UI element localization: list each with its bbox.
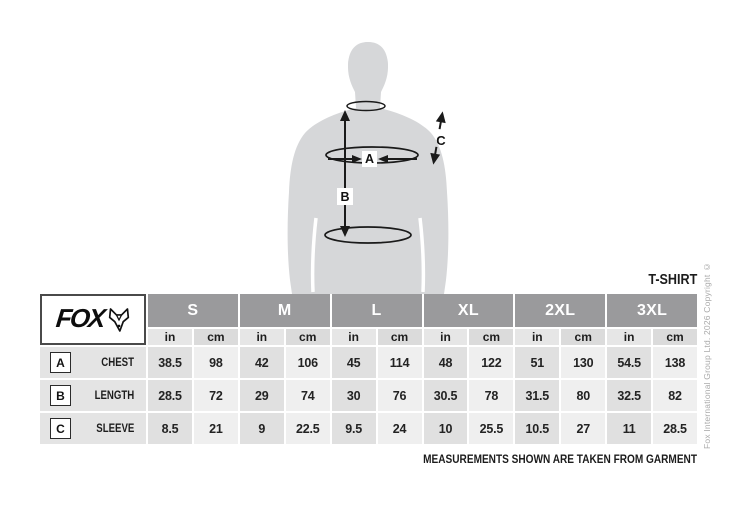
table-cell: 9.5	[332, 413, 376, 444]
marker-c-label: C	[436, 133, 446, 148]
unit-header: in	[515, 329, 559, 345]
table-cell: 32.5	[607, 380, 651, 411]
table-cell: 9	[240, 413, 284, 444]
table-cell: 76	[378, 380, 422, 411]
unit-header: in	[424, 329, 468, 345]
table-cell: 31.5	[515, 380, 559, 411]
row-name-chest: CHEST	[101, 356, 134, 369]
table-cell: 45	[332, 347, 376, 378]
table-cell: 122	[469, 347, 513, 378]
table-cell: 10	[424, 413, 468, 444]
row-letter-c: C	[50, 418, 71, 439]
table-cell: 21	[194, 413, 238, 444]
row-letter-a: A	[50, 352, 71, 373]
row-label-chest	[40, 347, 146, 378]
row-label-sleeve	[40, 413, 146, 444]
size-header-s: S	[148, 294, 238, 327]
table-cell: 30.5	[424, 380, 468, 411]
unit-header: in	[240, 329, 284, 345]
table-cell: 24	[378, 413, 422, 444]
table-cell: 130	[561, 347, 605, 378]
fox-logo	[40, 294, 146, 345]
size-table	[40, 294, 697, 444]
torso-silhouette	[288, 42, 449, 294]
table-cell: 25.5	[469, 413, 513, 444]
size-header-2xl: 2XL	[515, 294, 605, 327]
table-cell: 42	[240, 347, 284, 378]
table-cell: 78	[469, 380, 513, 411]
row-name-sleeve: SLEEVE	[95, 422, 134, 435]
table-cell: 28.5	[148, 380, 192, 411]
fox-head-icon	[108, 307, 130, 333]
table-cell: 8.5	[148, 413, 192, 444]
size-header-3xl: 3XL	[607, 294, 697, 327]
copyright-text: Fox International Group Ltd. 2026 Copyright ©	[702, 261, 712, 449]
page-title: T-SHIRT	[647, 271, 697, 288]
table-cell: 54.5	[607, 347, 651, 378]
unit-header: cm	[378, 329, 422, 345]
unit-header: cm	[469, 329, 513, 345]
unit-header: in	[332, 329, 376, 345]
unit-header: cm	[286, 329, 330, 345]
table-cell: 10.5	[515, 413, 559, 444]
table-cell: 74	[286, 380, 330, 411]
row-name-length: LENGTH	[94, 389, 134, 402]
table-cell: 28.5	[653, 413, 697, 444]
marker-b-label: B	[340, 190, 350, 204]
row-letter-b: B	[50, 385, 71, 406]
table-cell: 106	[286, 347, 330, 378]
table-cell: 82	[653, 380, 697, 411]
table-cell: 72	[194, 380, 238, 411]
row-label-length	[40, 380, 146, 411]
table-cell: 22.5	[286, 413, 330, 444]
table-cell: 51	[515, 347, 559, 378]
fox-logo-text: FOX	[54, 303, 105, 333]
body-measurement-diagram	[278, 22, 478, 294]
table-cell: 114	[378, 347, 422, 378]
table-cell: 48	[424, 347, 468, 378]
size-header-l: L	[332, 294, 422, 327]
table-cell: 11	[607, 413, 651, 444]
unit-header: in	[148, 329, 192, 345]
table-cell: 80	[561, 380, 605, 411]
table-cell: 29	[240, 380, 284, 411]
table-cell: 38.5	[148, 347, 192, 378]
table-cell: 98	[194, 347, 238, 378]
table-cell: 27	[561, 413, 605, 444]
table-cell: 30	[332, 380, 376, 411]
size-header-m: M	[240, 294, 330, 327]
unit-header: cm	[194, 329, 238, 345]
measurement-note: MEASUREMENTS SHOWN ARE TAKEN FROM GARMENT	[423, 452, 697, 466]
unit-header: cm	[653, 329, 697, 345]
table-cell: 138	[653, 347, 697, 378]
marker-a-label: A	[364, 152, 375, 166]
size-header-xl: XL	[424, 294, 514, 327]
unit-header: in	[607, 329, 651, 345]
unit-header: cm	[561, 329, 605, 345]
